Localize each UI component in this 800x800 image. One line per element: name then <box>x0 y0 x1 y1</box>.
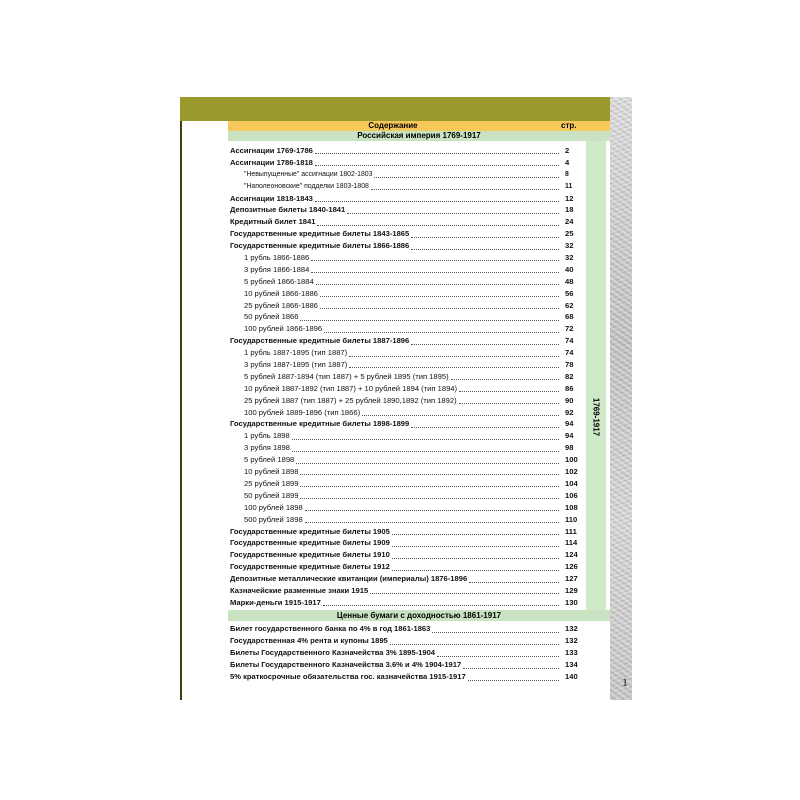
toc-entry-page: 12 <box>565 193 574 203</box>
toc-entry[interactable] <box>230 526 585 538</box>
toc-entry-title: 100 рублей 1889-1896 (тип 1866) <box>244 407 361 417</box>
toc-entry-page: 102 <box>565 467 578 477</box>
toc-dot-leader <box>320 290 559 297</box>
toc-entry-title: 1 рубль 1866-1886 <box>244 253 310 263</box>
toc-dot-leader <box>300 314 559 321</box>
toc-entry-page: 129 <box>565 585 578 595</box>
toc-entry-title: "Невыпущенные" ассигнации 1802-1803 <box>244 170 373 178</box>
toc-dot-leader <box>315 159 559 166</box>
toc-entry[interactable] <box>230 359 585 371</box>
toc-entry[interactable] <box>230 514 585 526</box>
toc-entry-title: Государственные кредитные билеты 1909 <box>230 538 390 548</box>
toc-entry-title: Кредитный билет 1841 <box>230 217 316 227</box>
toc-entry-title: "Наполеоновские" подделки 1803-1808 <box>244 182 369 190</box>
toc-entry-title: 3 рубля 1898 <box>244 443 290 453</box>
toc-entry[interactable] <box>230 216 585 228</box>
toc-entry[interactable] <box>230 300 585 312</box>
toc-entry[interactable] <box>230 264 585 276</box>
toc-entry[interactable] <box>230 454 585 466</box>
toc-entry[interactable] <box>230 537 585 549</box>
toc-entry-title: Государственные кредитные билеты 1866-1886 <box>230 241 410 251</box>
toc-entry[interactable] <box>230 252 585 264</box>
toc-dot-leader <box>411 231 559 238</box>
toc-entry-title: 100 рублей 1866-1896 <box>244 324 323 334</box>
toc-entry[interactable] <box>230 335 585 347</box>
toc-entry[interactable] <box>230 549 585 561</box>
toc-entry-page: 86 <box>565 383 574 393</box>
toc-entry-page: 74 <box>565 336 574 346</box>
toc-dot-leader <box>320 302 559 309</box>
toc-entry[interactable] <box>230 671 585 683</box>
toc-list-empire <box>230 145 585 609</box>
toc-entry[interactable] <box>230 623 585 635</box>
toc-entry-title: Билеты Государственного Казначейства 3.6% и 4% 1904-1917 <box>230 660 462 669</box>
toc-entry-title: Билет государственного банка по 4% в год 1861-1863 <box>230 624 431 633</box>
toc-dot-leader <box>463 662 559 669</box>
toc-entry-title: Марки-деньги 1915-1917 <box>230 597 321 607</box>
toc-entry-page: 2 <box>565 146 570 155</box>
toc-entry-title: Государственные кредитные билеты 1910 <box>230 550 390 560</box>
toc-dot-leader <box>392 564 559 571</box>
toc-entry-title: 25 рублей 1866-1886 <box>244 300 318 310</box>
toc-dot-leader <box>300 480 559 487</box>
toc-dot-leader <box>432 626 559 633</box>
toc-dot-leader <box>411 243 559 250</box>
toc-entry-page: 133 <box>565 648 578 657</box>
toc-entry-title: 1 рубль 1898 <box>244 431 290 441</box>
toc-dot-leader <box>296 457 559 464</box>
toc-dot-leader <box>315 147 559 154</box>
toc-entry[interactable] <box>230 311 585 323</box>
toc-entry-page: 108 <box>565 502 578 512</box>
toc-entry-page: 126 <box>565 562 578 572</box>
toc-dot-leader <box>347 207 559 214</box>
toc-entry-title: 5 рублей 1866-1884 <box>244 276 314 286</box>
toc-entry-title: Депозитные билеты 1840-1841 <box>230 205 346 215</box>
toc-entry-title: Государственные кредитные билеты 1905 <box>230 526 390 536</box>
toc-entry[interactable] <box>230 240 585 252</box>
toc-dot-leader <box>459 397 559 404</box>
side-period-label: 1769-1917 <box>591 397 601 437</box>
side-period-band <box>586 141 606 610</box>
toc-entry-title: Государственные кредитные билеты 1887-1896 <box>230 336 410 346</box>
toc-entry-title: 50 рублей 1866 <box>244 312 299 322</box>
toc-entry[interactable] <box>230 383 585 395</box>
toc-entry-title: 10 рублей 1898 <box>244 467 299 477</box>
toc-entry[interactable] <box>230 145 585 157</box>
toc-entry-page: 94 <box>565 419 574 429</box>
toc-dot-leader <box>371 183 559 190</box>
toc-entry-page: 132 <box>565 624 578 633</box>
toc-entry-page: 62 <box>565 300 574 310</box>
toc-entry-page: 111 <box>565 526 577 536</box>
toc-entry[interactable] <box>230 181 585 193</box>
toc-dot-leader <box>411 338 559 345</box>
toc-entry[interactable] <box>230 371 585 383</box>
toc-entry-page: 32 <box>565 253 574 263</box>
toc-entry[interactable] <box>230 169 585 181</box>
toc-entry-title: Ассигнации 1786-1818 <box>230 157 313 167</box>
toc-entry-title: 500 рублей 1898 <box>244 514 303 524</box>
toc-entry[interactable] <box>230 395 585 407</box>
toc-dot-leader <box>370 587 559 594</box>
side-period-label-wrap <box>589 382 603 452</box>
toc-entry-page: 134 <box>565 660 578 669</box>
toc-entry-page: 94 <box>565 431 574 441</box>
toc-entry[interactable] <box>230 276 585 288</box>
toc-entry-page: 100 <box>565 455 578 465</box>
toc-entry-title: 10 рублей 1887-1892 (тип 1887) + 10 рублей 1894 (тип 1894) <box>244 383 458 393</box>
toc-entry-page: 56 <box>565 288 574 298</box>
top-color-bar <box>180 97 610 121</box>
toc-dot-leader <box>469 576 559 583</box>
toc-entry[interactable] <box>230 466 585 478</box>
section-heading-securities: Ценные бумаги с доходностью 1861-1917 <box>228 610 610 621</box>
toc-entry-title: 10 рублей 1866-1886 <box>244 288 318 298</box>
toc-dot-leader <box>292 433 559 440</box>
toc-dot-leader <box>311 254 559 261</box>
toc-entry[interactable] <box>230 347 585 359</box>
toc-entry-title: Казначейские разменные знаки 1915 <box>230 585 369 595</box>
toc-entry[interactable] <box>230 407 585 419</box>
toc-dot-leader <box>305 516 559 523</box>
toc-entry[interactable] <box>230 561 585 573</box>
toc-dot-leader <box>317 219 559 226</box>
toc-entry-page: 11 <box>565 182 573 190</box>
toc-entry-title: Билеты Государственного Казначейства 3% 1895-1904 <box>230 648 436 657</box>
toc-dot-leader <box>324 326 559 333</box>
toc-entry-page: 25 <box>565 229 574 239</box>
toc-entry-title: 5 рублей 1887-1894 (тип 1887) + 5 рублей 1895 (тип 1895) <box>244 371 449 381</box>
toc-entry-page: 4 <box>565 157 570 167</box>
toc-entry-page: 18 <box>565 205 574 215</box>
toc-dot-leader <box>437 650 559 657</box>
toc-dot-leader <box>392 528 559 535</box>
toc-entry-page: 40 <box>565 264 574 274</box>
toc-header-page-column: стр. <box>561 121 577 130</box>
toc-dot-leader <box>349 361 559 368</box>
toc-entry-title: 1 рубль 1887-1895 (тип 1887) <box>244 348 348 358</box>
toc-dot-leader <box>300 468 559 475</box>
toc-list-securities <box>230 623 585 683</box>
toc-dot-leader <box>374 171 559 178</box>
toc-entry[interactable] <box>230 635 585 647</box>
toc-entry[interactable] <box>230 204 585 216</box>
toc-entry[interactable] <box>230 647 585 659</box>
toc-dot-leader <box>316 278 559 285</box>
toc-entry-page: 24 <box>565 217 574 227</box>
side-texture-strip <box>610 97 632 700</box>
toc-entry[interactable] <box>230 585 585 597</box>
toc-dot-leader <box>451 373 559 380</box>
toc-dot-leader <box>315 195 559 202</box>
toc-dot-leader <box>349 350 559 357</box>
toc-header-title: Содержание <box>368 121 418 130</box>
toc-dot-leader <box>390 638 559 645</box>
toc-entry[interactable] <box>230 288 585 300</box>
toc-entry[interactable] <box>230 193 585 205</box>
toc-entry-page: 124 <box>565 550 578 560</box>
toc-entry-page: 72 <box>565 324 574 334</box>
toc-entry-title: 25 рублей 1899 <box>244 478 299 488</box>
toc-entry[interactable] <box>230 659 585 671</box>
toc-entry-title: 25 рублей 1887 (тип 1887) + 25 рублей 1890,1892 (тип 1892) <box>244 395 457 405</box>
toc-dot-leader <box>292 445 559 452</box>
toc-entry-page: 132 <box>565 636 578 645</box>
toc-entry-title: 5% краткосрочные обязательства гос. казначейства 1915-1917 <box>230 672 466 681</box>
toc-entry-page: 32 <box>565 241 574 251</box>
toc-entry[interactable] <box>230 430 585 442</box>
toc-entry-page: 92 <box>565 407 574 417</box>
toc-entry-page: 68 <box>565 312 574 322</box>
section-heading-empire: Российская империя 1769-1917 <box>228 131 610 141</box>
toc-entry[interactable] <box>230 490 585 502</box>
toc-dot-leader <box>459 385 559 392</box>
toc-entry-page: 74 <box>565 348 574 358</box>
toc-entry-page: 78 <box>565 360 574 370</box>
toc-entry-title: Государственная 4% рента и купоны 1895 <box>230 636 388 645</box>
toc-entry[interactable] <box>230 228 585 240</box>
toc-entry-title: Государственные кредитные билеты 1898-1899 <box>230 419 410 429</box>
toc-entry-title: 50 рублей 1899 <box>244 490 299 500</box>
toc-entry-page: 98 <box>565 443 574 453</box>
document-page <box>180 97 632 700</box>
toc-dot-leader <box>392 552 559 559</box>
toc-dot-leader <box>392 540 559 547</box>
page-number: 1 <box>622 675 628 689</box>
toc-dot-leader <box>300 492 559 499</box>
toc-entry[interactable] <box>230 418 585 430</box>
toc-entry-title: Депозитные металлические квитанции (империалы) 1876-1896 <box>230 574 468 584</box>
toc-entry-page: 90 <box>565 395 574 405</box>
toc-header-row <box>228 121 610 131</box>
left-border-line <box>180 121 182 700</box>
toc-entry-page: 106 <box>565 490 578 500</box>
toc-entry-page: 114 <box>565 538 578 548</box>
toc-entry-page: 127 <box>565 574 578 584</box>
toc-entry-page: 104 <box>565 478 578 488</box>
toc-entry-title: Государственные кредитные билеты 1912 <box>230 562 390 572</box>
toc-entry[interactable] <box>230 323 585 335</box>
toc-entry-page: 48 <box>565 276 574 286</box>
toc-dot-leader <box>468 674 559 681</box>
toc-dot-leader <box>362 409 559 416</box>
toc-entry[interactable] <box>230 573 585 585</box>
toc-entry-title: 5 рублей 1898 <box>244 455 295 465</box>
toc-dot-leader <box>305 504 559 511</box>
toc-entry[interactable] <box>230 478 585 490</box>
toc-entry-page: 8 <box>565 170 569 178</box>
toc-dot-leader <box>411 421 559 428</box>
toc-entry-title: Ассигнации 1769-1786 <box>230 146 313 155</box>
toc-entry-page: 130 <box>565 597 578 607</box>
toc-entry-title: 100 рублей 1898 <box>244 502 303 512</box>
toc-entry[interactable] <box>230 157 585 169</box>
toc-entry-title: 3 рубля 1887-1895 (тип 1887) <box>244 360 348 370</box>
toc-entry-page: 140 <box>565 672 578 681</box>
toc-entry-page: 110 <box>565 514 578 524</box>
toc-entry[interactable] <box>230 442 585 454</box>
toc-entry[interactable] <box>230 597 585 609</box>
toc-entry-title: Государственные кредитные билеты 1843-1865 <box>230 229 410 239</box>
toc-entry-title: Ассигнации 1818-1843 <box>230 193 313 203</box>
toc-dot-leader <box>311 266 559 273</box>
toc-entry[interactable] <box>230 502 585 514</box>
toc-entry-title: 3 рубля 1866-1884 <box>244 264 310 274</box>
toc-entry-page: 82 <box>565 371 574 381</box>
toc-dot-leader <box>323 599 559 606</box>
